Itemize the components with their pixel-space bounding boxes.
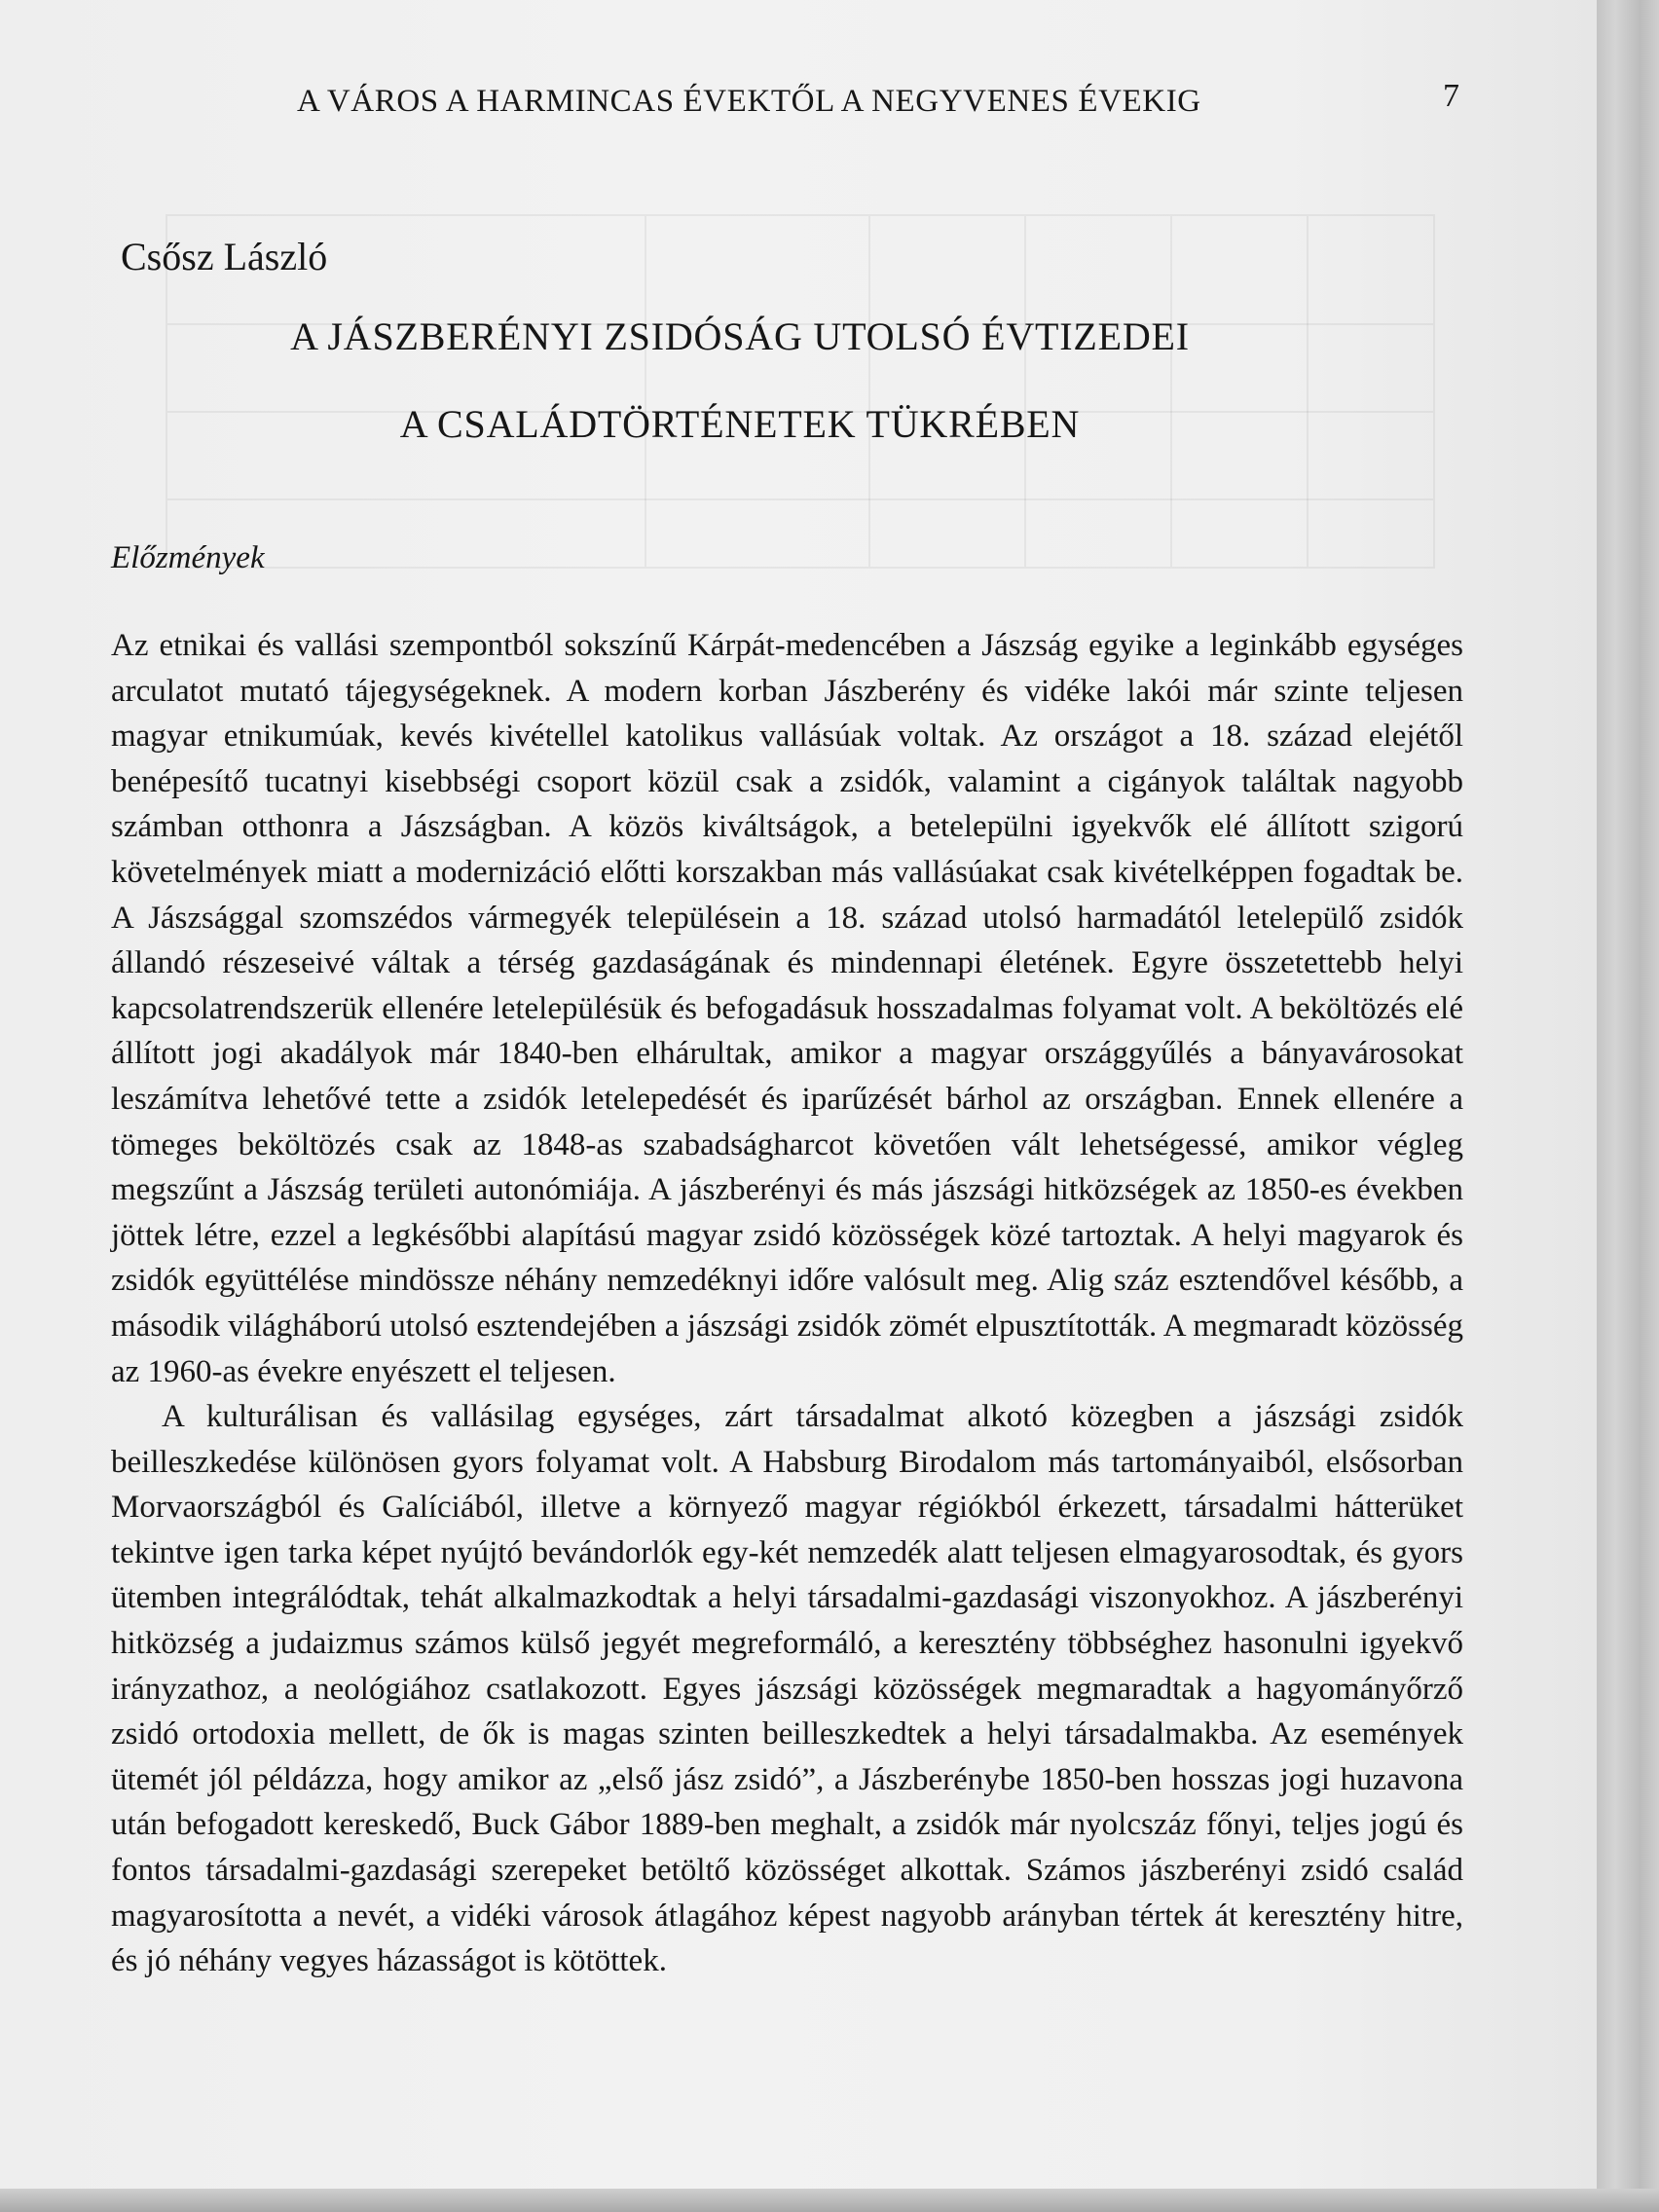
- article-author: Csősz László: [121, 235, 328, 278]
- running-head: A VÁROS A HARMINCAS ÉVEKTŐL A NEGYVENES ÉVEKIG: [297, 84, 1201, 119]
- article-title-line-1: A JÁSZBERÉNYI ZSIDÓSÁG UTOLSÓ ÉVTIZEDEI: [290, 314, 1190, 358]
- section-heading: Előzmények: [111, 540, 265, 575]
- article-title-line-2: A CSALÁDTÖRTÉNETEK TÜKRÉBEN: [399, 402, 1081, 446]
- page-number: 7: [1443, 78, 1459, 114]
- show-through-table: [166, 214, 1435, 569]
- page-stack-edge: [1597, 0, 1659, 2212]
- bottom-edge: [0, 2189, 1659, 2212]
- paragraph-2: A kulturálisan és vallásilag egységes, zárt társadalmat alkotó közegben a jászsági zsidók beilleszkedése különösen gyors folyamat volt. A Habsburg Birodalom más tartományaiból, elsősorban Morvaországból és Galíciából, illetve a környező magyar régiókból érkezett, társadalmi hátterüket tekintve igen tarka képet nyújtó bevándorlók egy-két nemzedék alatt teljesen elmagyarosodtak, és gyors ütemben integrálódtak, tehát alkalmazkodtak a helyi társadalmi-gazdasági viszonyokhoz. A jászberényi hitközség a judaizmus számos külső jegyét megreformáló, a keresztény többséghez hasonulni igyekvő irányzathoz, a neológiához csatlakozott. Egyes jászsági közösségek megmaradtak a hagyományőrző zsidó ortodoxia mellett, de ők is magas szinten beilleszkedtek a helyi társadalmakba. Az események ütemét jól példázza, hogy amikor az „első jász zsidó”, a Jászberénybe 1850-ben hosszas jogi huzavona után befogadott kereskedő, Buck Gábor 1889-ben meghalt, a zsidók már nyolcszáz főnyi, teljes jogú és fontos társadalmi-gazdasági szerepeket betöltő közösséget alkottak. Számos jászberényi zsidó család magyarosította a nevét, a vidéki városok átlagához képest nagyobb arányban tértek át keresztény hitre, és jó néhány vegyes házasságot is kötöttek.: [111, 1399, 1463, 1979]
- paragraph-1: Az etnikai és vallási szempontból sokszínű Kárpát-medencében a Jászság egyike a leginkább egységes arculatot mutató tájegységeknek. A modern korban Jászberény és vidéke lakói már szinte teljesen magyar etnikumúak, kevés kivétellel katolikus vallásúak voltak. Az országot a 18. század elejétől benépesítő tucatnyi kisebbségi csoport közül csak a zsidók, valamint a cigányok találtak nagyobb számban otthonra a Jászságban. A közös kiváltságok, a betelepülni igyekvők elé állított szigorú követelmények miatt a modernizáció előtti korszakban más vallásúakat csak kivételképpen fogadtak be. A Jászsággal szomszédos vármegyék településein a 18. század utolsó harmadától letelepülő zsidók állandó részeseivé váltak a térség gazdaságának és mindennapi életének. Egyre összetettebb helyi kapcsolatrendszerük ellenére letelepülésük és befogadásuk hosszadalmas folyamat volt. A beköltözés elé állított jogi akadályok már 1840-ben elhárultak, amikor a magyar országgyűlés a bányavárosokat leszámítva lehetővé tette a zsidók letelepedését és iparűzését bárhol az országban. Ennek ellenére a tömeges beköltözés csak az 1848-as szabadságharcot követően vált lehetségessé, amikor végleg megszűnt a Jászság területi autonómiája. A jászberényi és más jászsági hitközségek az 1850-es években jöttek létre, ezzel a legkésőbbi alapítású magyar zsidó közösségek közé tartoztak. A helyi magyarok és zsidók együttélése mindössze néhány nemzedéknyi időre valósult meg. Alig száz esztendővel később, a második világháború utolsó esztendejében a jászsági zsidók zömét elpusztították. A megmaradt közösség az 1960-as évekre enyészett el teljesen.: [111, 628, 1463, 1389]
- body-text: [111, 623, 1463, 1984]
